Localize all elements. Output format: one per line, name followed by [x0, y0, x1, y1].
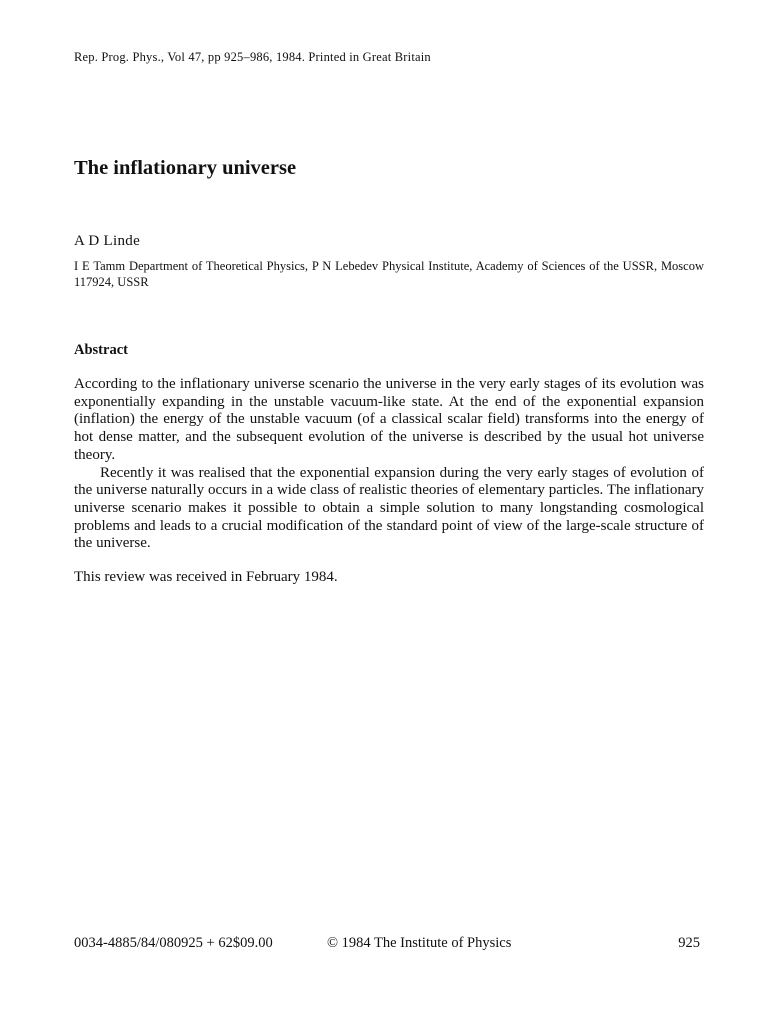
abstract-paragraph: Recently it was realised that the exponential expansion during the very early stages of evolution of the universe naturally occurs in a wide class of realistic theories of elementary particles. The inflationary universe scenario makes it possible to obtain a simple solution to many longstanding cosmological problems and leads to a crucial modification of the standard point of view of the large-scale structure of the universe. [74, 464, 704, 552]
copyright-notice: © 1984 The Institute of Physics [327, 935, 512, 951]
article-title: The inflationary universe [74, 157, 297, 179]
journal-citation: Rep. Prog. Phys., Vol 47, pp 925–986, 1984. Printed in Great Britain [74, 50, 431, 64]
article-code: 0034-4885/84/080925 + 62$09.00 [74, 935, 273, 951]
page-number: 925 [678, 935, 700, 951]
abstract-body [74, 376, 704, 553]
author-affiliation: I E Tamm Department of Theoretical Physics, P N Lebedev Physical Institute, Academy of Sciences of the USSR, Moscow 117924, USSR [74, 259, 704, 289]
author-name: A D Linde [74, 233, 141, 249]
abstract-heading: Abstract [74, 342, 128, 358]
abstract-paragraph: According to the inflationary universe scenario the universe in the very early stages of its evolution was exponentially expanding in the unstable vacuum-like state. At the end of the exponential expansion (inflation) the energy of the unstable vacuum (of a classical scalar field) transforms into the energy of hot dense matter, and the subsequent evolution of the universe is described by the usual hot universe theory. [74, 376, 704, 463]
received-note: This review was received in February 1984. [74, 569, 338, 585]
